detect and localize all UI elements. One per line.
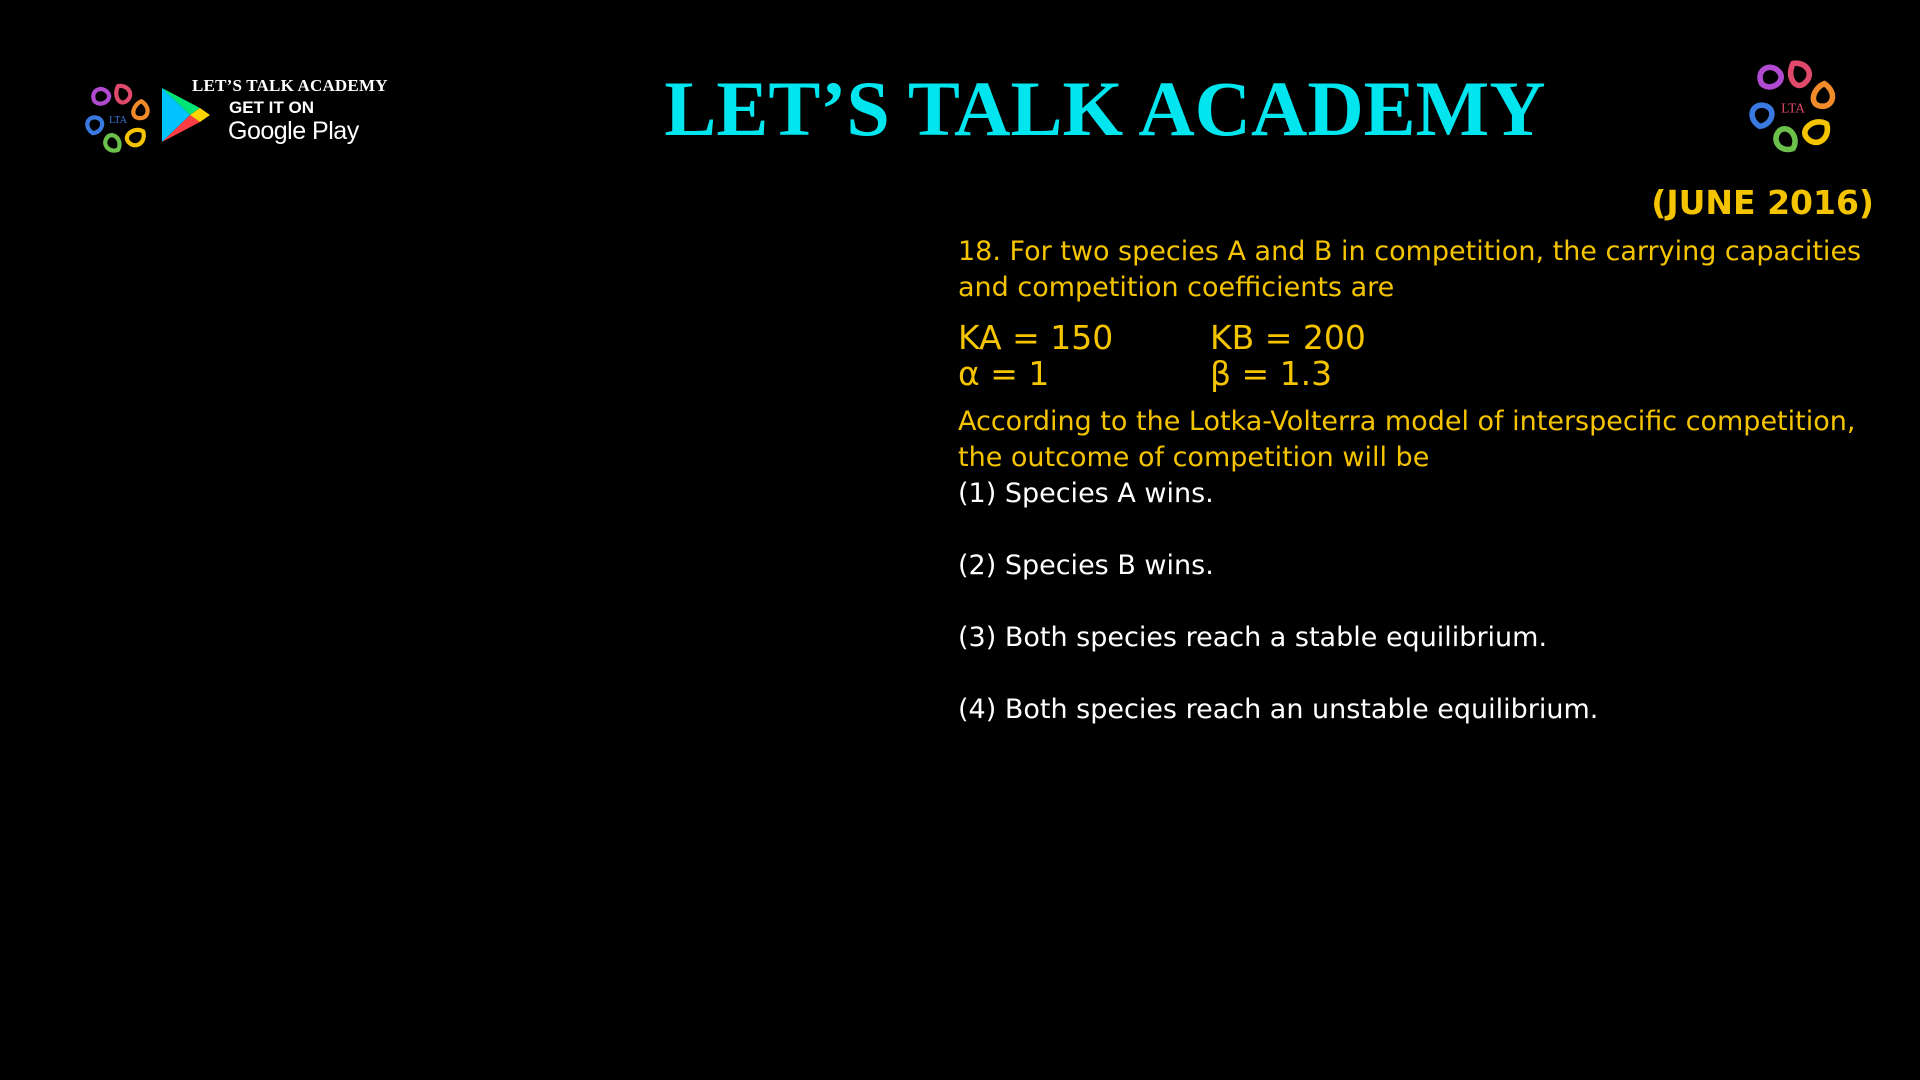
question-prompt: According to the Lotka-Volterra model of interspecific competition, the outcome of competition will be — [958, 406, 1856, 473]
svg-text:LTA: LTA — [1781, 100, 1805, 116]
answer-option-4: (4) Both species reach an unstable equilibrium. — [958, 694, 1599, 725]
badge-store-name: Google Play — [228, 117, 359, 145]
badge-get-it-on: GET IT ON — [229, 98, 314, 117]
exam-session-tag: (JUNE 2016) — [1651, 183, 1874, 222]
svg-text:LTA: LTA — [109, 115, 127, 127]
page-title: LET’S TALK ACADEMY — [664, 65, 1546, 152]
answer-options — [958, 476, 1878, 764]
badge-academy-name: LET’S TALK ACADEMY — [192, 76, 388, 95]
question-block — [958, 234, 1878, 764]
question-stem: 18. For two species A and B in competition, the carrying capacities and competition coefficients are — [958, 236, 1862, 303]
param-alpha: α = 1 — [958, 354, 1050, 393]
parameter-grid — [958, 320, 1878, 392]
param-kb: KB = 200 — [1210, 318, 1366, 357]
param-ka: KA = 150 — [958, 318, 1114, 357]
answer-option-3: (3) Both species reach a stable equilibrium. — [958, 622, 1548, 653]
protein-wheel-logo-icon — [1737, 50, 1849, 162]
answer-option-1: (1) Species A wins. — [958, 478, 1214, 509]
param-beta: β = 1.3 — [1210, 354, 1333, 393]
answer-option-2: (2) Species B wins. — [958, 550, 1214, 581]
